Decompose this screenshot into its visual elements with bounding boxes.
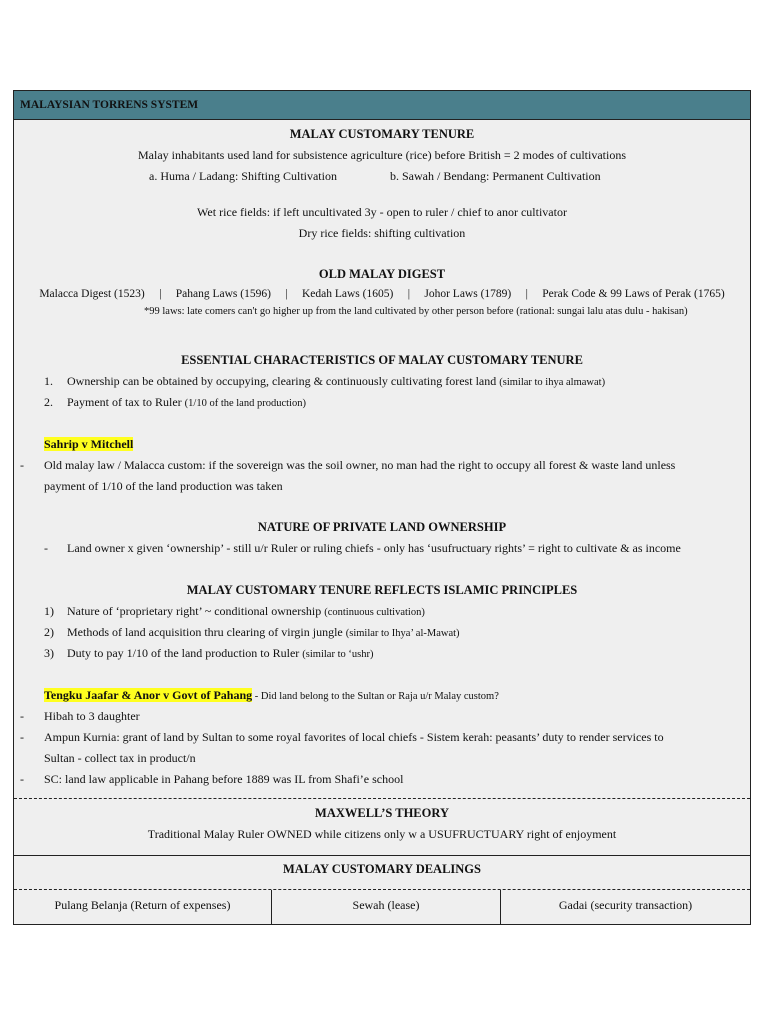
- case-sahrip: Sahrip v Mitchell: [44, 437, 134, 451]
- maxwell-heading: MAXWELL’S THEORY: [315, 806, 449, 820]
- dealings-heading-row: [14, 855, 750, 889]
- maxwell-text: Traditional Malay Ruler OWNED while citizens only w a USUFRUCTUARY right of enjoyment: [147, 827, 617, 841]
- wet-rice-line: Wet rice fields: if left uncultivated 3y - open to ruler / chief to anor cultivator: [197, 205, 567, 219]
- table-header: MALAYSIAN TORRENS SYSTEM: [14, 91, 750, 120]
- item-number: 2.: [44, 395, 53, 409]
- tenure-intro: Malay inhabitants used land for subsistence agriculture (rice) before British = 2 modes of cultivations: [138, 148, 626, 162]
- private-heading: NATURE OF PRIVATE LAND OWNERSHIP: [257, 520, 507, 534]
- item-text: Methods of land acquisition thru clearing of virgin jungle: [67, 625, 346, 639]
- item-note: (continuous cultivation): [324, 607, 425, 618]
- item-note: (similar to Ihya’ al-Mawat): [345, 628, 460, 639]
- mode-b: b. Sawah / Bendang: Permanent Cultivation: [390, 169, 601, 183]
- dry-rice-line: Dry rice fields: shifting cultivation: [298, 226, 466, 240]
- tenure-heading: MALAY CUSTOMARY TENURE: [289, 127, 475, 141]
- digest-laws: Malacca Digest (1523) | Pahang Laws (1596) | Kedah Laws (1605) | Johor Laws (1789) | Perak Code & 99 Laws of Perak (1765): [39, 288, 725, 300]
- digest-note: *99 laws: late comers can't go higher up from the land cultivated by other person before (rational: sungai lalu atas dulu - hakisan): [144, 306, 688, 317]
- dealing-cell-sewah: Sewah (lease): [271, 890, 500, 924]
- islamic-heading: MALAY CUSTOMARY TENURE REFLECTS ISLAMIC PRINCIPLES: [186, 583, 578, 597]
- tenure-section: [14, 120, 750, 798]
- maxwell-section: [14, 798, 750, 855]
- bullet-dash: -: [44, 541, 48, 555]
- item-text: Ownership can be obtained by occupying, clearing & continuously cultivating forest land: [67, 374, 500, 388]
- item-note: (1/10 of the land production): [184, 398, 306, 409]
- item-text: Duty to pay 1/10 of the land production to Ruler: [67, 646, 303, 660]
- tengku-ampun-line-2: Sultan - collect tax in product/n: [44, 751, 196, 765]
- bullet-dash: -: [20, 772, 24, 786]
- item-number: 1): [44, 604, 54, 618]
- bullet-dash: -: [20, 730, 24, 744]
- dealing-cell-pulang-belanja: Pulang Belanja (Return of expenses): [54, 898, 231, 912]
- essential-heading: ESSENTIAL CHARACTERISTICS OF MALAY CUSTOMARY TENURE: [181, 353, 583, 367]
- item-note: (similar to ‘ushr): [302, 649, 374, 660]
- tengku-sc: SC: land law applicable in Pahang before 1889 was IL from Shafi’e school: [44, 772, 404, 786]
- bullet-dash: -: [20, 458, 24, 472]
- item-number: 3): [44, 646, 54, 660]
- item-text: Nature of ‘proprietary right’ ~ conditional ownership: [67, 604, 325, 618]
- sahrip-line-2: payment of 1/10 of the land production was taken: [44, 479, 283, 493]
- item-number: 2): [44, 625, 54, 639]
- bullet-dash: -: [20, 709, 24, 723]
- private-text: Land owner x given ‘ownership’ - still u/r Ruler or ruling chiefs - only has ‘usufructuary rights’ = right to cultivate & as income: [67, 541, 681, 555]
- sahrip-line-1: Old malay law / Malacca custom: if the sovereign was the soil owner, no man had the right to occupy all forest & waste land unless: [44, 458, 676, 472]
- tengku-case-line: [44, 688, 750, 703]
- item-text: Payment of tax to Ruler: [67, 395, 185, 409]
- tengku-question: - Did land belong to the Sultan or Raja u/r Malay custom?: [252, 691, 499, 702]
- item-number: 1.: [44, 374, 53, 388]
- mode-a: a. Huma / Ladang: Shifting Cultivation: [149, 169, 337, 183]
- dealings-row: [14, 889, 750, 924]
- document-table: [13, 90, 751, 925]
- digest-heading: OLD MALAY DIGEST: [318, 267, 446, 281]
- item-note: (similar to ihya almawat): [499, 377, 606, 388]
- dealings-heading: MALAY CUSTOMARY DEALINGS: [283, 862, 481, 876]
- tengku-hibah: Hibah to 3 daughter: [44, 709, 140, 723]
- tengku-ampun-line-1: Ampun Kurnia: grant of land by Sultan to some royal favorites of local chiefs - Sistem kerah: peasants’ duty to render services to: [44, 730, 664, 744]
- case-tengku: Tengku Jaafar & Anor v Govt of Pahang: [44, 688, 253, 702]
- dealing-cell-gadai: Gadai (security transaction): [500, 890, 750, 924]
